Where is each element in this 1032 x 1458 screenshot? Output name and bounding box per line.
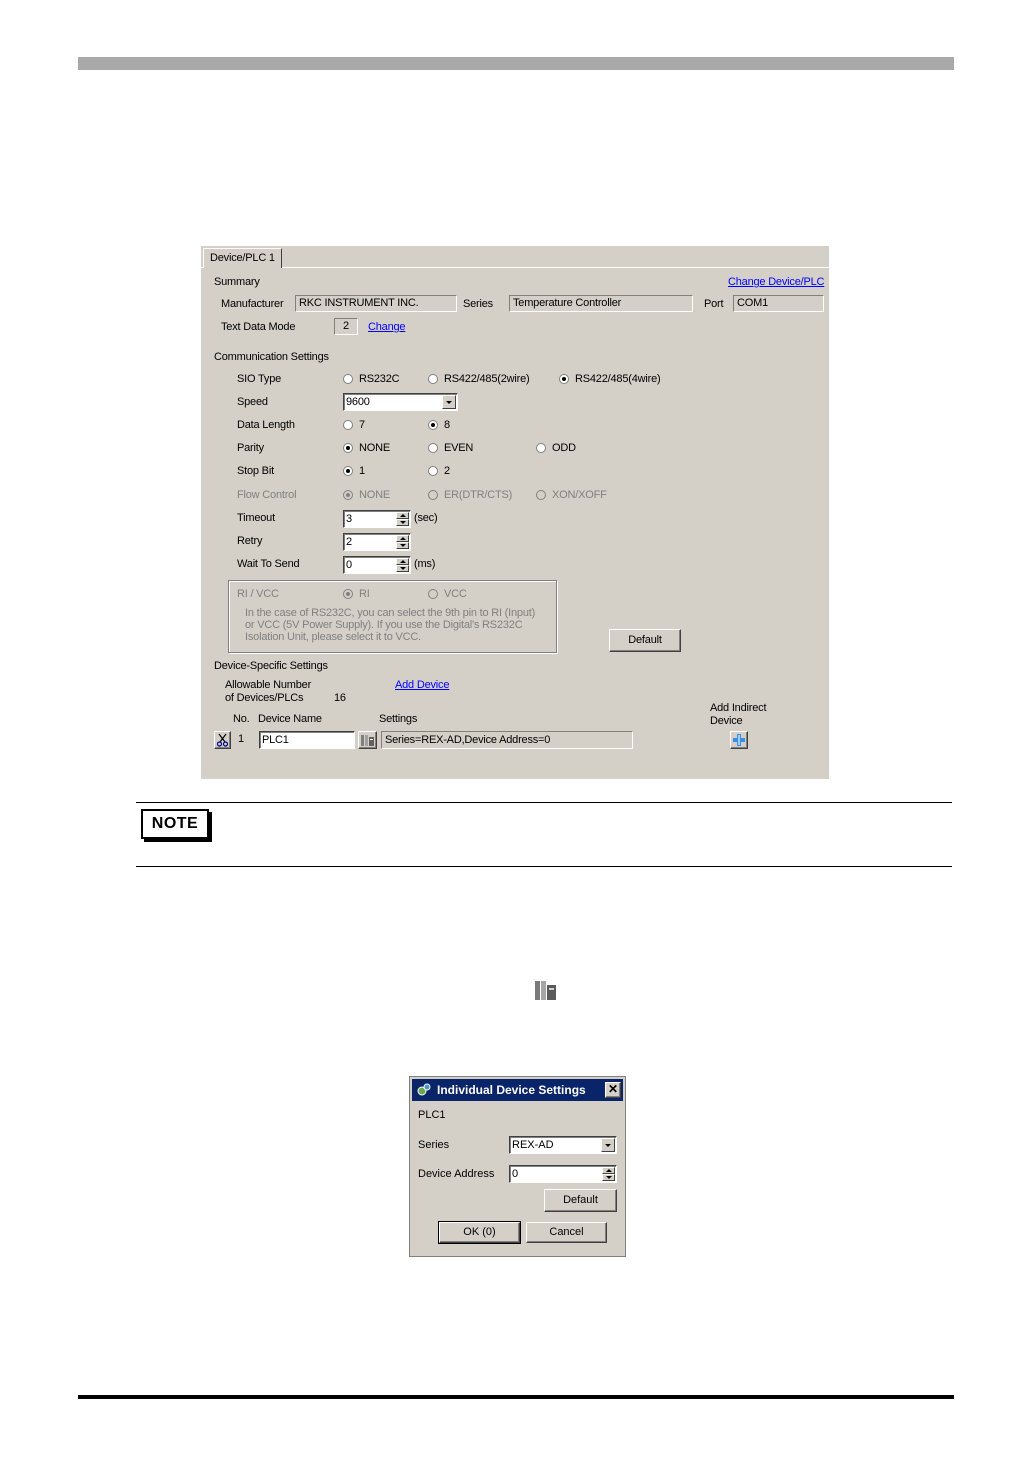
- cancel-button[interactable]: Cancel: [526, 1222, 607, 1243]
- chevron-down-icon[interactable]: [601, 1138, 615, 1152]
- dialog-title: Individual Device Settings: [437, 1083, 586, 1097]
- flow-xon-radio: [536, 490, 546, 500]
- flow-er-label: ER(DTR/CTS): [444, 489, 513, 501]
- spin-down-icon[interactable]: [602, 1174, 615, 1181]
- speed-select[interactable]: [343, 393, 458, 411]
- data-length-7-label: 7: [359, 419, 365, 431]
- close-icon: ✕: [607, 1082, 619, 1096]
- ri-vcc-label: RI / VCC: [237, 588, 279, 600]
- series-label: Series: [463, 298, 493, 310]
- sio-type-label: SIO Type: [237, 373, 282, 385]
- manufacturer-field: RKC INSTRUMENT INC.: [295, 295, 457, 312]
- close-button[interactable]: [605, 1082, 621, 1098]
- flow-none-label: NONE: [359, 489, 390, 501]
- parity-even-label: EVEN: [444, 442, 474, 454]
- sio-rs232c-label: RS232C: [359, 373, 400, 385]
- flow-xon-label: XON/XOFF: [552, 489, 607, 501]
- spin-up-icon[interactable]: [602, 1167, 615, 1174]
- timeout-label: Timeout: [237, 512, 275, 524]
- stop-bit-2-radio[interactable]: [428, 466, 438, 476]
- speed-value: 9600: [346, 396, 370, 408]
- add-indirect-device-button[interactable]: [730, 731, 748, 749]
- wait-to-send-spinner[interactable]: [396, 558, 409, 572]
- stop-bit-1-radio[interactable]: [343, 466, 353, 476]
- text-data-mode-label: Text Data Mode: [221, 321, 296, 333]
- device-address-label: Device Address: [418, 1168, 495, 1180]
- stop-bit-label: Stop Bit: [237, 465, 274, 477]
- device-row-no: 1: [238, 733, 244, 745]
- summary-label: Summary: [214, 276, 260, 288]
- text-data-mode-field: 2: [334, 318, 358, 335]
- delete-device-button[interactable]: [214, 731, 231, 749]
- page-footer-bar: [78, 1395, 954, 1399]
- page-header-bar: [78, 57, 954, 70]
- port-field: COM1: [733, 295, 824, 312]
- wait-to-send-unit: (ms): [414, 558, 436, 570]
- scissors-icon: [216, 733, 229, 747]
- allowable-number-label-2: of Devices/PLCs: [225, 692, 304, 704]
- timeout-value: 3: [346, 513, 352, 525]
- communication-settings-label: Communication Settings: [214, 351, 329, 363]
- ri-radio: [343, 589, 353, 599]
- parity-none-label: NONE: [359, 442, 390, 454]
- data-length-8-radio[interactable]: [428, 420, 438, 430]
- flow-none-radio: [343, 490, 353, 500]
- spin-up-icon[interactable]: [396, 558, 409, 565]
- tab-strip: [201, 246, 829, 268]
- device-address-value: 0: [512, 1168, 519, 1180]
- retry-spinner[interactable]: [396, 535, 409, 549]
- allowable-number-label-1: Allowable Number: [225, 679, 312, 691]
- retry-label: Retry: [237, 535, 263, 547]
- add-device-link[interactable]: Add Device: [395, 679, 450, 691]
- device-specific-settings-label: Device-Specific Settings: [214, 660, 328, 672]
- note-bottom-rule: [136, 866, 952, 867]
- vcc-radio: [428, 589, 438, 599]
- timeout-input[interactable]: [343, 510, 411, 528]
- chevron-down-icon[interactable]: [442, 395, 456, 409]
- timeout-unit: (sec): [414, 512, 438, 524]
- spin-down-icon[interactable]: [396, 565, 409, 572]
- device-settings-icon: [533, 978, 559, 1002]
- wait-to-send-value: 0: [346, 559, 352, 571]
- retry-value: 2: [346, 536, 352, 548]
- data-length-7-radio[interactable]: [343, 420, 353, 430]
- device-name-label: PLC1: [418, 1109, 446, 1121]
- wait-to-send-label: Wait To Send: [237, 558, 300, 570]
- speed-label: Speed: [237, 396, 268, 408]
- column-settings: Settings: [379, 713, 418, 725]
- device-settings-button[interactable]: [358, 731, 377, 749]
- individual-device-settings-dialog: [409, 1076, 626, 1257]
- stop-bit-1-label: 1: [359, 465, 365, 477]
- ri-vcc-description-line-2: or VCC (5V Power Supply). If you use the Digital's RS232C: [245, 619, 523, 631]
- spin-up-icon[interactable]: [396, 535, 409, 542]
- parity-odd-label: ODD: [552, 442, 576, 454]
- flow-er-radio: [428, 490, 438, 500]
- data-length-8-label: 8: [444, 419, 450, 431]
- parity-odd-radio[interactable]: [536, 443, 546, 453]
- column-no: No.: [233, 713, 250, 725]
- device-plc-dialog: [201, 246, 829, 779]
- timeout-spinner[interactable]: [396, 512, 409, 526]
- device-name-input[interactable]: PLC1: [259, 731, 355, 749]
- change-text-mode-link[interactable]: Change: [368, 321, 406, 333]
- spin-down-icon[interactable]: [396, 519, 409, 526]
- note-top-rule: [136, 802, 952, 803]
- flow-control-label: Flow Control: [237, 489, 297, 501]
- ri-vcc-description-line-3: Isolation Unit, please select it to VCC.: [245, 631, 422, 643]
- sio-rs422-4wire-radio[interactable]: [559, 374, 569, 384]
- spin-up-icon[interactable]: [396, 512, 409, 519]
- manufacturer-label: Manufacturer: [221, 298, 284, 310]
- sio-rs422-4wire-label: RS422/485(4wire): [575, 373, 661, 385]
- add-indirect-label-2: Device: [710, 715, 743, 727]
- device-settings-field: Series=REX-AD,Device Address=0: [381, 731, 633, 749]
- ri-label: RI: [359, 588, 370, 600]
- add-indirect-label-1: Add Indirect: [710, 702, 767, 714]
- sio-rs422-2wire-radio[interactable]: [428, 374, 438, 384]
- device-settings-icon: [360, 733, 375, 747]
- ri-vcc-description-line-1: In the case of RS232C, you can select the 9th pin to RI (Input): [245, 607, 536, 619]
- device-address-input[interactable]: [509, 1165, 617, 1183]
- default-button[interactable]: Default: [609, 629, 681, 652]
- tab-device-plc-1[interactable]: Device/PLC 1: [203, 248, 282, 268]
- series-select[interactable]: [509, 1136, 617, 1154]
- change-device-plc-link[interactable]: Change Device/PLC: [728, 276, 825, 288]
- allowable-number-value: 16: [334, 692, 346, 704]
- wait-to-send-input[interactable]: [343, 556, 411, 574]
- retry-input[interactable]: [343, 533, 411, 551]
- device-default-button[interactable]: Default: [544, 1189, 617, 1212]
- stop-bit-2-label: 2: [444, 465, 450, 477]
- note-badge: NOTE: [141, 809, 209, 839]
- ok-button[interactable]: OK (0): [439, 1222, 520, 1243]
- vcc-label: VCC: [444, 588, 467, 600]
- device-address-spinner[interactable]: [602, 1167, 615, 1181]
- plus-icon: [732, 733, 746, 747]
- spin-down-icon[interactable]: [396, 542, 409, 549]
- series-field: Temperature Controller: [509, 295, 693, 312]
- sio-rs232c-radio[interactable]: [343, 374, 353, 384]
- settings-gear-icon: [416, 1082, 432, 1098]
- data-length-label: Data Length: [237, 419, 295, 431]
- sio-rs422-2wire-label: RS422/485(2wire): [444, 373, 530, 385]
- series-label: Series: [418, 1139, 450, 1151]
- parity-none-radio[interactable]: [343, 443, 353, 453]
- dialog-title-bar: [412, 1079, 623, 1101]
- port-label: Port: [704, 298, 724, 310]
- series-value: REX-AD: [512, 1139, 554, 1151]
- parity-label: Parity: [237, 442, 264, 454]
- column-device-name: Device Name: [258, 713, 322, 725]
- parity-even-radio[interactable]: [428, 443, 438, 453]
